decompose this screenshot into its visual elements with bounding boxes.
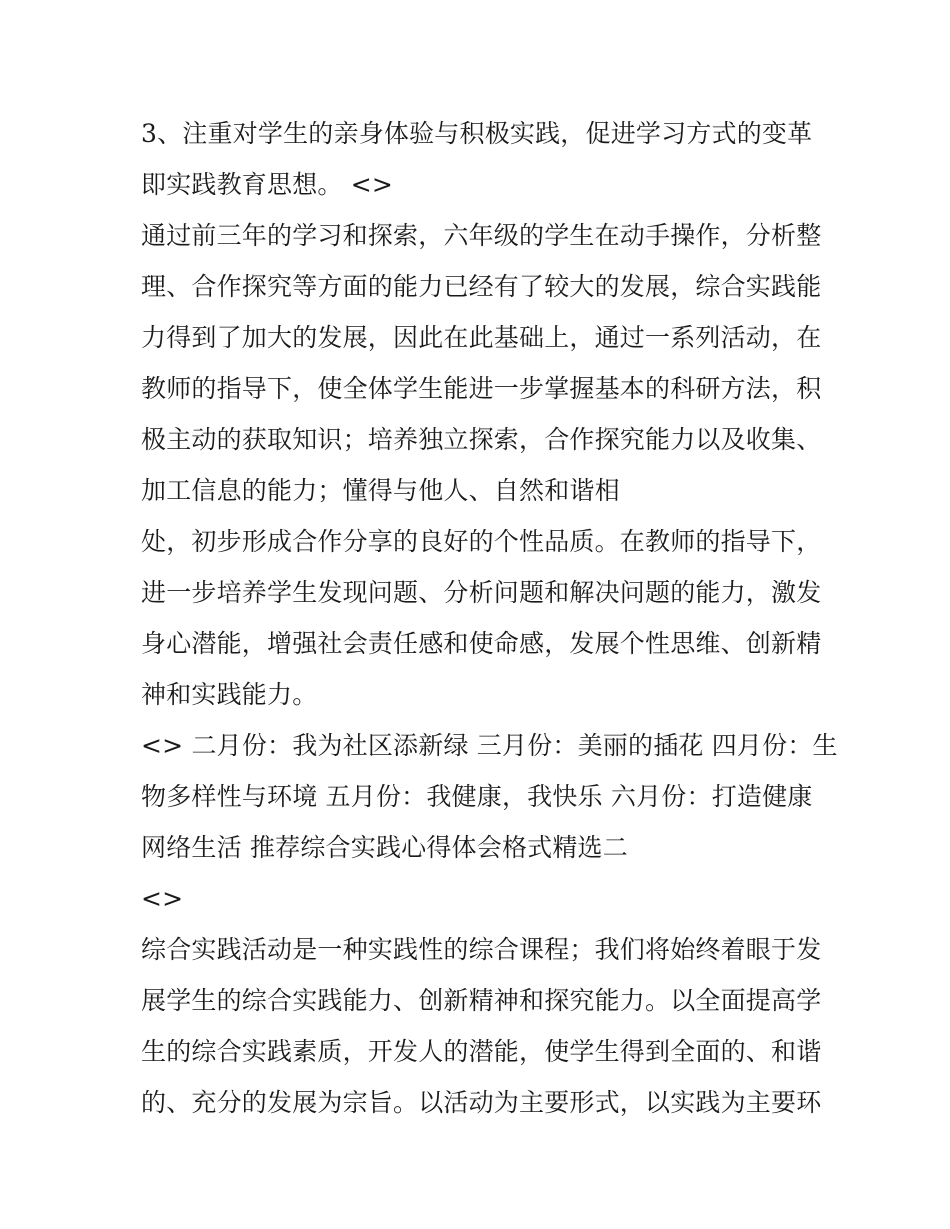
text-line: 力得到了加大的发展，因此在此基础上，通过一系列活动，在: [141, 323, 822, 352]
text-line: 进一步培养学生发现问题、分析问题和解决问题的能力，激发: [141, 578, 822, 607]
text-line: 理、合作探究等方面的能力已经有了较大的发展，综合实践能: [141, 272, 822, 301]
text-line: 极主动的获取知识；培养独立探索，合作探究能力以及收集、: [141, 425, 822, 454]
document-body: [141, 108, 838, 1128]
text-line: 的、充分的发展为宗旨。以活动为主要形式，以实践为主要环: [141, 1088, 822, 1117]
text-line: 神和实践能力。: [141, 680, 318, 709]
text-line: 展学生的综合实践能力、创新精神和探究能力。以全面提高学: [141, 986, 822, 1015]
text-line: <>: [141, 884, 184, 913]
text-line: 即实践教育思想。 <>: [141, 170, 394, 199]
text-line: 处，初步形成合作分享的良好的个性品质。在教师的指导下，: [141, 527, 822, 556]
text-line: 加工信息的能力；懂得与他人、自然和谐相: [141, 476, 620, 505]
text-line: <> 二月份：我为社区添新绿 三月份：美丽的插花 四月份：生: [141, 731, 838, 760]
text-line: 身心潜能，增强社会责任感和使命感，发展个性思维、创新精: [141, 629, 822, 658]
text-line: 网络生活 推荐综合实践心得体会格式精选二: [141, 833, 628, 862]
text-line: 物多样性与环境 五月份：我健康，我快乐 六月份：打造健康: [141, 782, 813, 811]
text-line: 3、注重对学生的亲身体验与积极实践，促进学习方式的变革: [141, 119, 813, 148]
text-line: 综合实践活动是一种实践性的综合课程；我们将始终着眼于发: [141, 935, 822, 964]
text-line: 教师的指导下，使全体学生能进一步掌握基本的科研方法，积: [141, 374, 822, 403]
text-line: 通过前三年的学习和探索，六年级的学生在动手操作，分析整: [141, 221, 822, 250]
text-line: 生的综合实践素质，开发人的潜能，使学生得到全面的、和谐: [141, 1037, 822, 1066]
